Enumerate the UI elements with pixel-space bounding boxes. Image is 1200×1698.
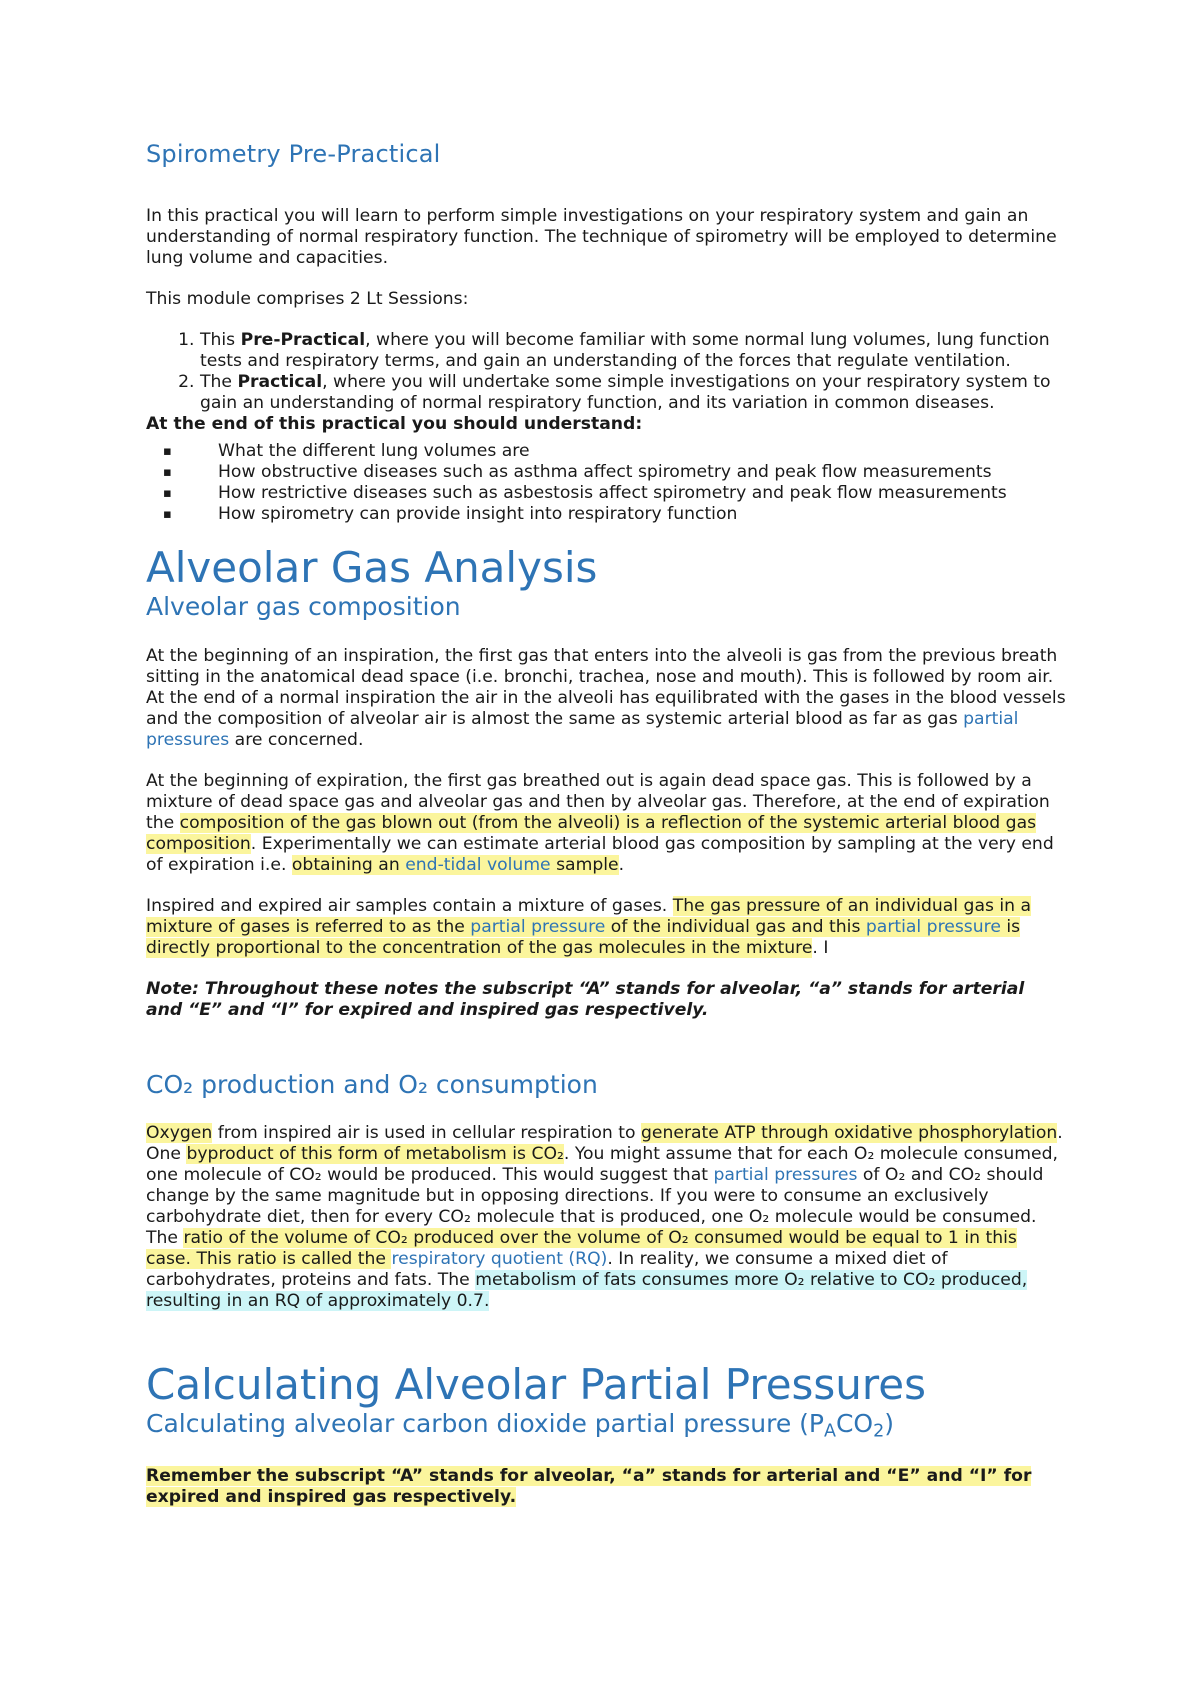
section-subtitle-co2-production: CO₂ production and O₂ consumption bbox=[146, 1069, 598, 1099]
section-subtitle-gas-composition: Alveolar gas composition bbox=[146, 592, 461, 622]
remember-paragraph: Remember the subscript “A” stands for alveolar, “a” stands for arterial and “E” and “I” for expired and inspired gas respectively. bbox=[146, 1465, 1032, 1507]
term-link[interactable]: respiratory quotient (RQ) bbox=[391, 1249, 608, 1270]
session-item: 2. The Practical, where you will undertake some simple investigations on your respiratory system to gain an understanding of normal respiratory function, and its variation in common diseases. bbox=[200, 372, 1066, 414]
objective-item: ▪ What the different lung volumes are bbox=[146, 441, 1066, 462]
paragraph-partial-pressure: Inspired and expired air samples contain a mixture of gases. The gas pressure of an individual gas in a mixture of gases is referred to as the partial pressure of the individual gas and this partial pressure is directly proportional to the concentration of the gas molecules in the mixture. I bbox=[146, 895, 1032, 958]
page-title: Spirometry Pre-Practical bbox=[146, 140, 441, 168]
paragraph-co2: Oxygen from inspired air is used in cellular respiration to generate ATP through oxidative phosphorylation. One byproduct of this form of metabolism is CO₂. You might assume that for each O₂ molecule consumed, one molecule of CO₂ would be produced. This would suggest that partial pressures of O₂ and CO₂ should change by the same magnitude but in opposing directions. If you were to consume an exclusively carbohydrate diet, then for every CO₂ molecule that is produced, one O₂ molecule would be consumed. The ratio of the volume of CO₂ produced over the volume of O₂ consumed would be equal to 1 in this case. This ratio is called the respiratory quotient (RQ). In reality, we consume a mixed diet of carbohydrates, proteins and fats. The metabolism of fats consumes more O₂ relative to CO₂ produced, resulting in an RQ of approximately 0.7. bbox=[146, 1123, 1063, 1312]
note-paragraph: Note: Throughout these notes the subscript “A” stands for alveolar, “a” stands for arterial and “E” and “I” for expired and inspired gas respectively. bbox=[146, 978, 1025, 1020]
intro-paragraph: In this practical you will learn to perform simple investigations on your respiratory system and gain an understanding of normal respiratory function. The technique of spirometry will be employed to determine lung volume and capacities. bbox=[146, 206, 1057, 268]
session-item: 1. This Pre-Practical, where you will become familiar with some normal lung volumes, lung function tests and respiratory terms, and gain an understanding of the forces that regulate ventilation. bbox=[200, 330, 1066, 372]
document-content bbox=[146, 140, 1066, 1528]
term-link[interactable]: partial pressures bbox=[713, 1165, 858, 1186]
sessions-list bbox=[146, 330, 1066, 414]
term-link[interactable]: partial pressure bbox=[470, 916, 606, 937]
sessions-intro: This module comprises 2 Lt Sessions: bbox=[146, 289, 469, 309]
paragraph-inspiration: At the beginning of an inspiration, the first gas that enters into the alveoli is gas from the previous breath sitting in the anatomical dead space (i.e. bronchi, trachea, nose and mouth). This is followed by room air. At the end of a normal inspiration the air in the alveoli has equilibrated with the gases in the blood vessels and the composition of alveolar air is almost the same as systemic arterial blood as far as gas partial pressures are concerned. bbox=[146, 645, 1066, 750]
objective-item: ▪ How obstructive diseases such as asthma affect spirometry and peak flow measurements bbox=[146, 462, 1066, 483]
objective-item: ▪ How restrictive diseases such as asbestosis affect spirometry and peak flow measurements bbox=[146, 483, 1066, 504]
term-link[interactable]: end-tidal volume bbox=[405, 854, 551, 875]
objectives-list bbox=[146, 441, 1066, 525]
objectives-heading: At the end of this practical you should understand: bbox=[146, 414, 643, 434]
paragraph-expiration: At the beginning of expiration, the first gas breathed out is again dead space gas. This is followed by a mixture of dead space gas and alveolar gas and then by alveolar gas. Therefore, at the end of expiration the composition of the gas blown out (from the alveoli) is a reflection of the systemic arterial blood gas composition. Experimentally we can estimate arterial blood gas composition by sampling at the very end of expiration i.e. obtaining an end-tidal volume sample. bbox=[146, 770, 1054, 875]
section-subtitle-pa-co2: Calculating alveolar carbon dioxide partial pressure $(P_ACO_2)$ bbox=[146, 1409, 895, 1442]
section-title-alveolar-gas-analysis: Alveolar Gas Analysis bbox=[146, 543, 598, 592]
term-link[interactable]: partial pressures bbox=[146, 708, 1019, 750]
term-link[interactable]: partial pressure bbox=[865, 916, 1001, 937]
section-title-alveolar-partial-pressures: Calculating Alveolar Partial Pressures bbox=[146, 1360, 926, 1410]
objective-item: ▪ How spirometry can provide insight into respiratory function bbox=[146, 504, 1066, 525]
